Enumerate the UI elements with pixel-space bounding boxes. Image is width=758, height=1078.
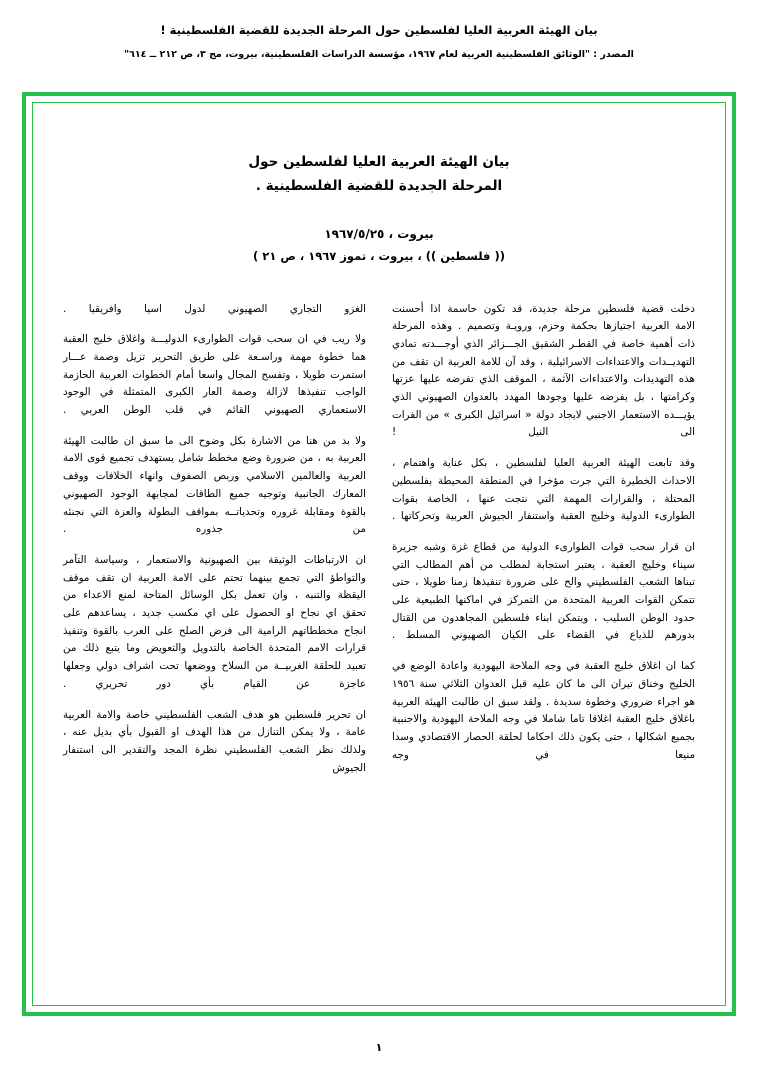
paragraph: ان الارتباطات الوثيقة بين الصهيونية والاستعمار ، وسياسة التآمر والتواطؤ التي تجمع بينهما تحتم على الامة العربية ان تقف موقف اليقظة والتنبه ، وان تعمل بكل الوسائل المتاحة لمنع الاعداء من تحقق اي نجاح او الحصول على اي مكسب جديد ، يساعدهم على انجاح مخططاتهم الرامية الى فرض الصلح على العرب بالقوة وتنفيذ قرارات الامم المتحدة الخاصة بالتدويل والتعويض وما يتبع ذلك من تعبيد للحلقة الغربيــة من السلاح ووضعها تحت اشراف دولي وجعلها عاجزة عن القيام بأي دور تحريري .	[63, 553, 366, 690]
paragraph: وقد تابعت الهيئة العربية العليا لفلسطين ، بكل عناية واهتمام ، الاحداث الخطيرة التي جرت مؤخرا في المنطقة المحيطة بفلسطين المحتلة ، والقرارات المهمة التي نتجت عنها ، الخاصة بقوات الطوارىء الدولية وخليج العقبة واستنفار الجيوش العربية وتحركاتها .	[392, 457, 695, 523]
paragraph: ان قرار سحب قوات الطوارىء الدولية من قطاع غزة وشبه جزيرة سيناء وخليج العقبة ، يعتبر استجابة لمطلب من أهم المطالب التي تبناها الشعب الفلسطيني والح على ضرورة تنفيذها زمنا طويلا ، حتى تتمكن القوات العربية المتحدة من التمركز في اماكنها الطبيعية على حدود الوطن السليب ، ويتمكن ابناء فلسطين المجاهدون من القتال بدورهم للذياع في القضاء على الكيان الصهيوني المسلط .	[392, 540, 695, 642]
header-title: بيان الهيئة العربية العليا لفلسطين حول المرحلة الجديدة للقضية الفلسطينية !	[160, 23, 598, 37]
header-source: المصدر : "الوثائق الفلسطينية العربية لعام ١٩٦٧، مؤسسة الدراسات الفلسطينية، بيروت، مج ٣، ص ٢١٢ ــ ٦١٤"	[124, 49, 634, 61]
paragraph: كما ان اغلاق خليج العقبة في وجه الملاحة اليهودية واعادة الوضع في الخليج وخناق تيران الى ما كان عليه قبل العدوان الثلاثي سنة ١٩٥٦ هو اجراء ضروري وخطوة سديدة . ولقد سبق ان طالبت الهيئة العربية باغلاق خليج العقبة اغلاقا تاما شاملا في وجه الملاحة اليهودية والاجنبية بجميع اشكالها ، حتى يكون ذلك احكاما لحلقة الحصار الاقتصادي وسدا منيعا في وجه	[392, 660, 695, 761]
page-header	[0, 0, 758, 63]
document-place-date: بيروت ، ١٩٦٧/٥/٢٥	[324, 227, 434, 242]
left-column	[63, 301, 366, 778]
document-reference: (( فلسطين )) ، بيروت ، تموز ١٩٦٧ ، ص ٢١ )	[253, 248, 505, 263]
paragraph: ولا ريب في ان سحب قوات الطوارىء الدوليـــة واغلاق خليج العقبة هما خطوة مهمة وراسـعة على طريق التحرير تزيل وصمة عـــار استمرت طويلا ، وتفسح المجال واسعا أمام الخطوات العربية الحازمة الواجب تنفيذها لازالة وصمة العار الكبرى المتمثلة في الوجود الاستعماري الصهيوني القائم في قلب الوطن العربي .	[63, 333, 366, 417]
document-title-line-2: المرحلة الجديدة للقضية الفلسطينية .	[255, 177, 503, 194]
paragraph: ولا بد من هنا من الاشارة بكل وضوح الى ما سبق ان طالبت الهيئة العربية به ، من ضرورة وضع مخطط شامل يستهدف تجميع قوى الامة العربية والعالمين الاسلامي وربص الصفوف وانهاء الخلافات ووقف المعارك الجانبية وتوجيه جميع الطاقات لمجابهة الوجود الصهيوني بالقوة ومقابلة غروره وتحدياتــه بمواقف البطولة والعزة التي نجنئه من جذوره .	[63, 434, 366, 536]
paragraph: ان تحرير فلسطين هو هدف الشعب الفلسطيني خاصة والامة العربية عامة ، ولا يمكن التنازل من هذا الهدف او القبول بأي بديل عنه ، ولذلك نظر الشعب الفلسطيني نظرة المجد والتقدير الى استنفار الجيوش	[63, 708, 366, 774]
green-border-inner	[32, 102, 726, 1006]
right-column	[392, 301, 695, 778]
document-body	[63, 143, 695, 991]
document-title	[63, 151, 695, 198]
green-border-frame	[22, 92, 736, 1016]
page-number: ١	[375, 1041, 383, 1054]
paragraph: الغزو التجاري الصهيوني لدول اسيا وافريقيا .	[63, 302, 366, 315]
paragraph: دخلت قضية فلسطين مرحلة جديدة، قد تكون حاسمة اذا أحسنت الامة العربية اجتيازها بحكمة وحزم، ورويـة وتصميم . وهذه المرحلة ذات أهمية خاصة في القطـر الشقيق الجـــزائر الذي أوجـــدته تمادي التهديــدات والاعتداءات الاسرائيلية ، وقد آن للامة العربية ان تقف من هذه التهديدات والاعتداءات الآثمة ، الموقف الذي تفرضه عليها عزتها وكرامتها ، بل يفرضه عليها وجودها المهدد بالعدوان الصهيوني الذي يؤيـــده الاستعمار الاجنبي لايجاد دولة « اسرائيل الكبرى » من الفرات الى النيل !	[392, 302, 695, 439]
two-column-text	[63, 301, 695, 778]
document-title-line-1: بيان الهيئة العربية العليا لفلسطين حول	[248, 154, 510, 170]
